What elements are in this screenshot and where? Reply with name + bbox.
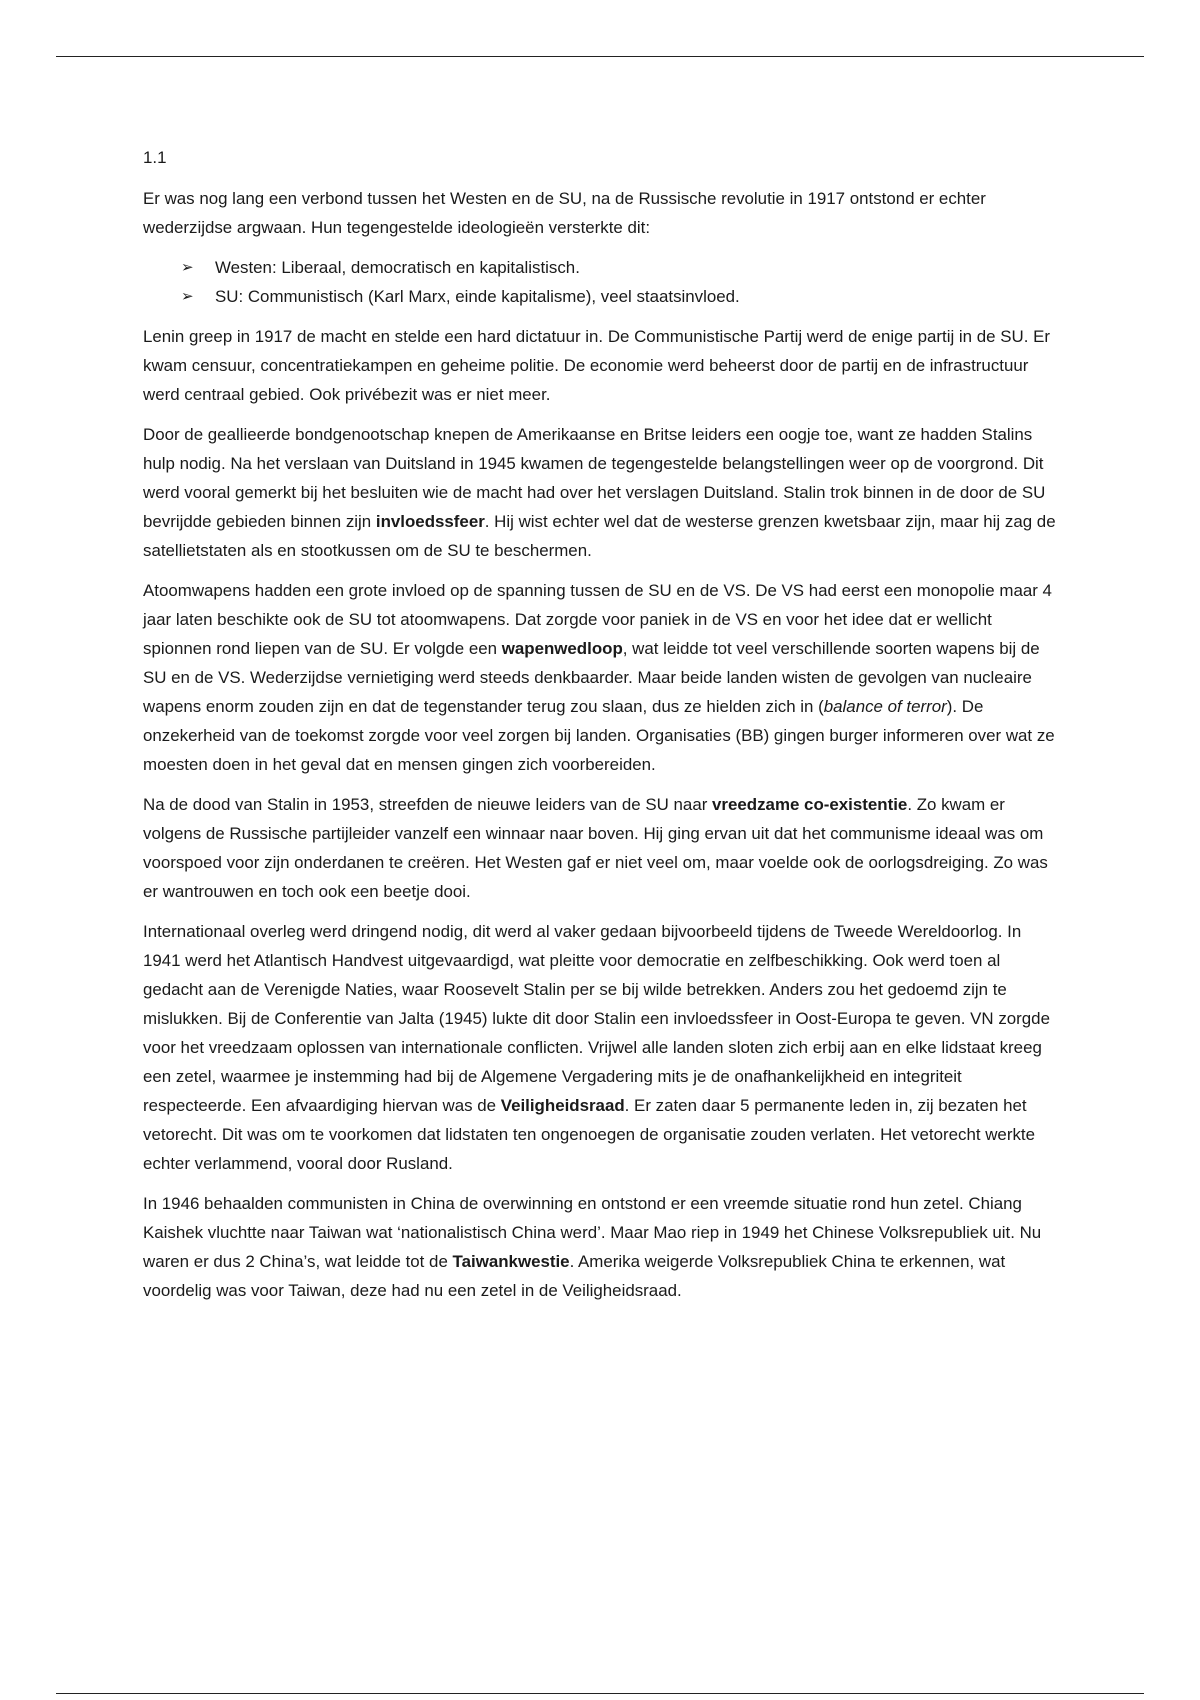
allies-text-start: Door de geallieerde bondgenootschap knepen de Amerikaanse en Britse leiders een oogje toe, want ze hadden Stalins hulp nodig. Na het verslaan van Duitsland in 1945 kwamen de tegengestelde belangstellingen weer op de voorgrond. Dit werd vooral gemerkt bij het besluiten wie de macht had over het verslagen Duitsland. Stalin trok binnen in de door de SU bevrijdde gebieden binnen zijn xyxy=(143,425,1046,531)
arrowhead-bullet-icon: ➢ xyxy=(181,259,194,276)
list-item xyxy=(143,253,1063,282)
atomic-text-middle: , wat leidde tot veel verschillende soorten wapens bij de SU en de VS. Wederzijdse vernietiging werd steeds denkbaarder. Maar beide landen wisten de gevolgen van nucleaire wapens enorm zouden zijn en dat de tegenstander terug zou slaan, dus ze hielden zich in ( xyxy=(143,639,1040,716)
term-taiwankwestie: Taiwankwestie xyxy=(452,1252,570,1271)
intro-paragraph: Er was nog lang een verbond tussen het Westen en de SU, na de Russische revolutie in 1917 ontstond er echter wederzijdse argwaan. Hun tegengestelde ideologieën versterkte dit: xyxy=(143,189,986,237)
atomic-text-end: ). De onzekerheid van de toekomst zorgde voor veel zorgen bij landen. Organisaties (BB) gingen burger informeren over wat ze moesten doen in het geval dat en mensen gingen zich voorbereiden. xyxy=(143,697,1055,774)
term-veiligheidsraad: Veiligheidsraad xyxy=(500,1096,625,1115)
un-text-start: Internationaal overleg werd dringend nodig, dit werd al vaker gedaan bijvoorbeeld tijdens de Tweede Wereldoorlog. In 1941 werd het Atlantisch Handvest uitgevaardigd, wat pleitte voor democratie en zelfbeschikking. Ook werd toen al gedacht aan de Verenigde Naties, waar Roosevelt Stalin per se bij wilde betrekken. Anders zou het gedoemd zijn te mislukken. Bij de Conferentie van Jalta (1945) lukte dit door Stalin een invloedssfeer in Oost-Europa te geven. VN zorgde voor het vreedzaam oplossen van internationale conflicten. Vrijwel alle landen sloten zich erbij aan en elke lidstaat kreeg een zetel, waarmee je instemming had bij de Algemene Vergadering mits je de onafhankelijkheid en integriteit respecteerde. Een afvaardiging hiervan was de xyxy=(143,922,1050,1115)
term-wapenwedloop: wapenwedloop xyxy=(501,639,623,658)
term-balance-of-terror: balance of terror xyxy=(823,697,947,716)
ideology-bullet-list xyxy=(143,253,1063,311)
coexist-text-start: Na de dood van Stalin in 1953, streefden de nieuwe leiders van de SU naar xyxy=(143,795,713,814)
section-number: 1.1 xyxy=(143,148,167,167)
allies-paragraph xyxy=(143,420,1063,565)
bottom-page-rule xyxy=(56,1693,1144,1694)
term-vreedzame-co-existentie: vreedzame co-existentie xyxy=(712,795,908,814)
atomic-text-start: Atoomwapens hadden een grote invloed op de spanning tussen de SU en de VS. De VS had eerst een monopolie maar 4 jaar laten beschikte ook de SU tot atoomwapens. Dat zorgde voor paniek in de VS en voor het idee dat er wellicht spionnen rond liepen van de SU. Er volgde een xyxy=(143,581,1052,658)
atomic-paragraph xyxy=(143,576,1063,779)
list-item xyxy=(143,282,1063,311)
china-paragraph xyxy=(143,1189,1063,1305)
lenin-paragraph: Lenin greep in 1917 de macht en stelde een hard dictatuur in. De Communistische Partij werd de enige partij in de SU. Er kwam censuur, concentratiekampen en geheime politie. De economie werd beheerst door de partij en de infrastructuur werd centraal gebied. Ook privébezit was er niet meer. xyxy=(143,327,1050,404)
arrowhead-bullet-icon: ➢ xyxy=(181,288,194,305)
china-text-start: In 1946 behaalden communisten in China de overwinning en ontstond er een vreemde situatie rond hun zetel. Chiang Kaishek vluchtte naar Taiwan wat ‘nationalistisch China werd’. Maar Mao riep in 1949 het Chinese Volksrepubliek uit. Nu waren er dus 2 China’s, wat leidde tot de xyxy=(143,1194,1042,1271)
united-nations-paragraph xyxy=(143,917,1063,1178)
bullet-text-su: SU: Communistisch (Karl Marx, einde kapitalisme), veel staatsinvloed. xyxy=(215,287,740,306)
term-invloedssfeer: invloedssfeer xyxy=(375,512,485,531)
china-text-end: . Amerika weigerde Volksrepubliek China te erkennen, wat voordelig was voor Taiwan, deze had nu een zetel in de Veiligheidsraad. xyxy=(143,1252,1006,1300)
un-text-end: . Er zaten daar 5 permanente leden in, zij bezaten het vetorecht. Dit was om te voorkomen dat lidstaten ten ongenoegen de organisatie zouden verlaten. Het vetorecht werkte echter verlammend, vooral door Rusland. xyxy=(143,1096,1035,1173)
coexistence-paragraph xyxy=(143,790,1063,906)
allies-text-end: . Hij wist echter wel dat de westerse grenzen kwetsbaar zijn, maar hij zag de satellietstaten als en stootkussen om de SU te beschermen. xyxy=(143,512,1056,560)
coexist-text-end: . Zo kwam er volgens de Russische partijleider vanzelf een winnaar naar boven. Hij ging ervan uit dat het communisme ideaal was om voorspoed voor zijn onderdanen te creëren. Het Westen gaf er niet veel om, maar voelde ook de oorlogsdreiging. Zo was er wantrouwen en toch ook een beetje dooi. xyxy=(143,795,1048,901)
document-body xyxy=(143,143,1063,1316)
bullet-text-west: Westen: Liberaal, democratisch en kapitalistisch. xyxy=(215,258,580,277)
top-page-rule xyxy=(56,56,1144,57)
